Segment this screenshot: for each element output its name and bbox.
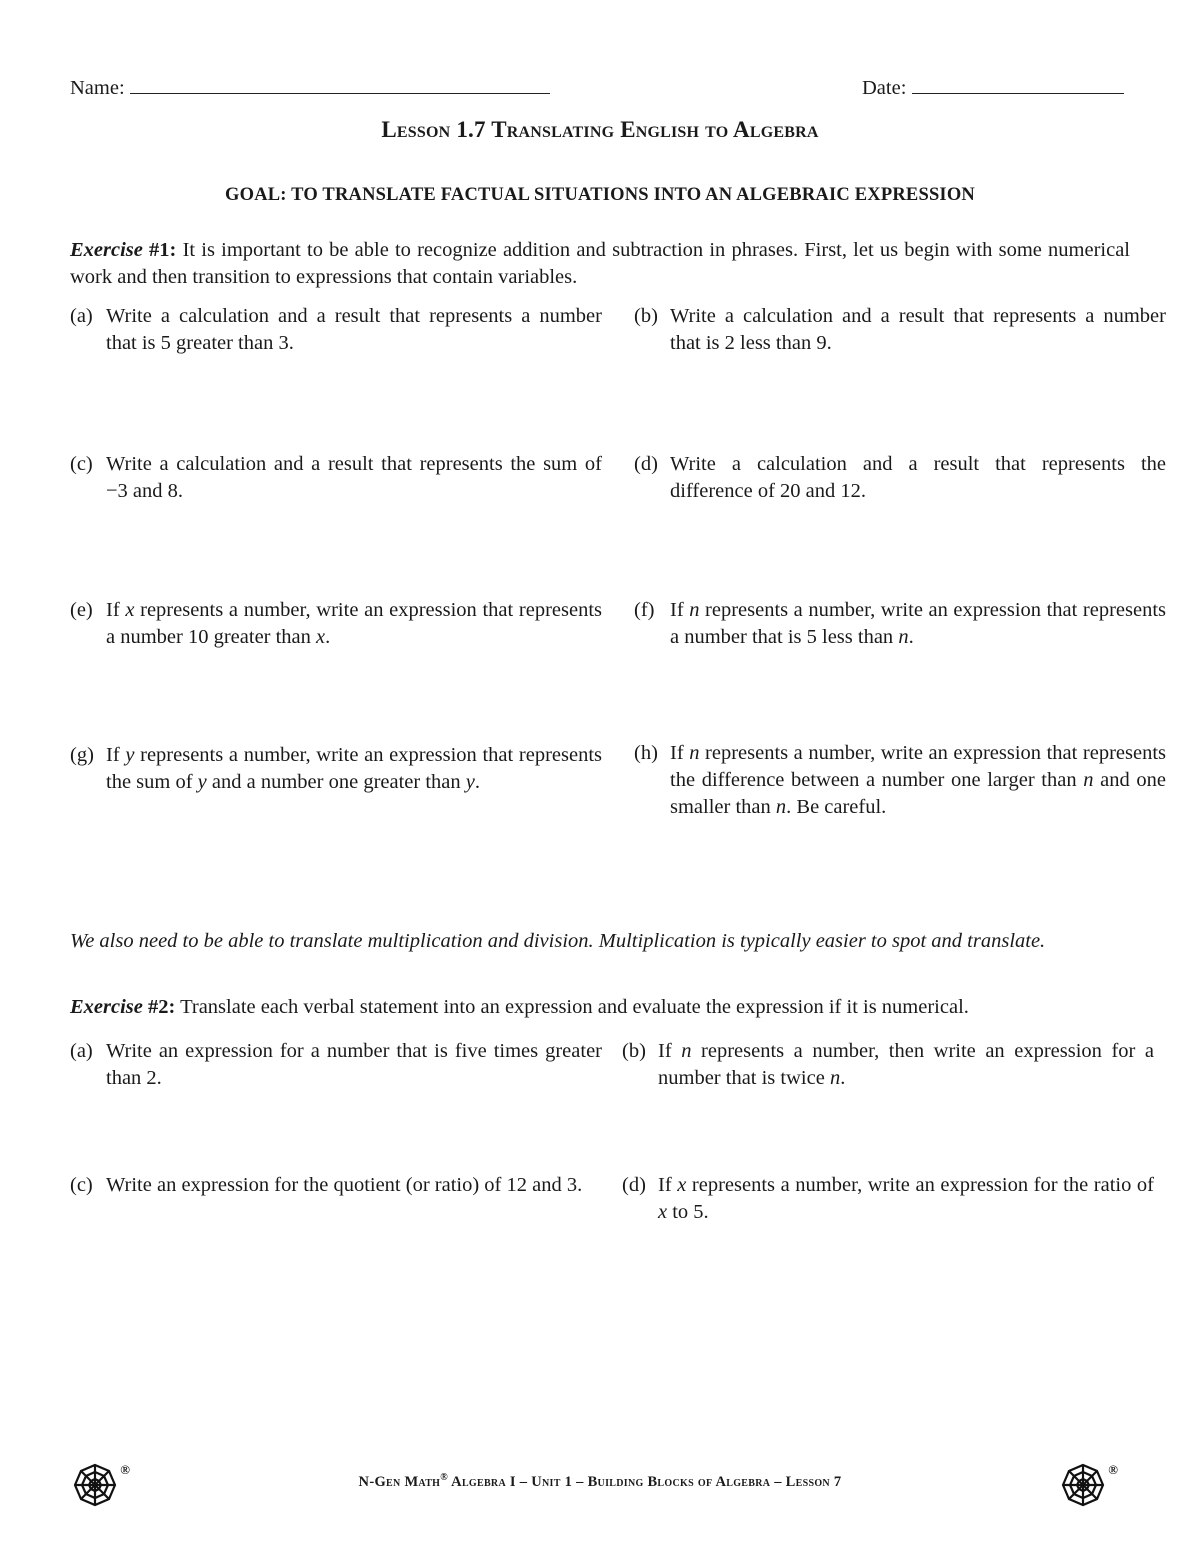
web-logo-icon — [1060, 1462, 1106, 1508]
exercise-1f: (f) If n represents a number, write an expression that represents a number that is 5 less than n. — [634, 599, 1166, 648]
exercise-2b: (b) If n represents a number, then write an expression for a number that is twice n. — [622, 1040, 1155, 1089]
exercise-1a: (a) Write a calculation and a result that represents a number that is 5 greater than 3. — [70, 305, 602, 354]
logo-registered-mark: ® — [120, 1462, 130, 1477]
date-label: Date: — [862, 77, 907, 99]
exercise-1-label: Exercise #1: — [70, 239, 177, 261]
date-blank[interactable] — [912, 74, 1124, 94]
exercise-1d: (d) Write a calculation and a result that represents the difference of 20 and 12. — [634, 453, 1166, 502]
exercise-2-label: Exercise #2: — [70, 996, 176, 1018]
exercise-1e: (e) If x represents a number, write an expression that represents a number 10 greater than x. — [70, 599, 602, 648]
multiplication-note: We also need to be able to translate multiplication and division. Multiplication is typically easier to spot and translate. — [70, 930, 1046, 952]
name-label: Name: — [70, 77, 125, 99]
exercise-2a: (a) Write an expression for a number that is five times greater than 2. — [70, 1040, 602, 1089]
exercise-2d: (d) If x represents a number, write an expression for the ratio of x to 5. — [622, 1174, 1154, 1223]
date-field[interactable] — [862, 74, 1124, 102]
exercise-2-intro: Exercise #2: Translate each verbal statement into an expression and evaluate the expression if it is numerical. — [70, 996, 969, 1018]
exercise-1g: (g) If y represents a number, write an expression that represents the sum of y and a number one greater than y. — [70, 744, 602, 793]
exercise-2c: (c) Write an expression for the quotient (or ratio) of 12 and 3. — [70, 1174, 583, 1196]
logo-registered-mark: ® — [1108, 1462, 1118, 1477]
exercise-1h: (h) If n represents a number, write an expression that represents the difference between a number one larger than n and one smaller than n. Be careful. — [634, 742, 1166, 818]
page-footer: N-Gen Math® Algebra I – Unit 1 – Building Blocks of Algebra – Lesson 7 — [358, 1472, 842, 1490]
page-title: Lesson 1.7 Translating English to Algebra — [381, 117, 819, 142]
name-field[interactable] — [70, 74, 550, 102]
name-blank[interactable] — [130, 74, 550, 94]
ngenmath-logo-right — [1060, 1462, 1118, 1508]
exercise-1c: (c) Write a calculation and a result that represents the sum of −3 and 8. — [70, 453, 602, 502]
exercise-1-intro: Exercise #1: It is important to be able to recognize addition and subtraction in phrases. First, let us begin with some numerical work and then transition to expressions that contain variables. — [70, 239, 1131, 288]
lesson-goal: GOAL: TO TRANSLATE FACTUAL SITUATIONS INTO AN ALGEBRAIC EXPRESSION — [225, 185, 975, 205]
exercise-1b: (b) Write a calculation and a result that represents a number that is 2 less than 9. — [634, 305, 1166, 354]
